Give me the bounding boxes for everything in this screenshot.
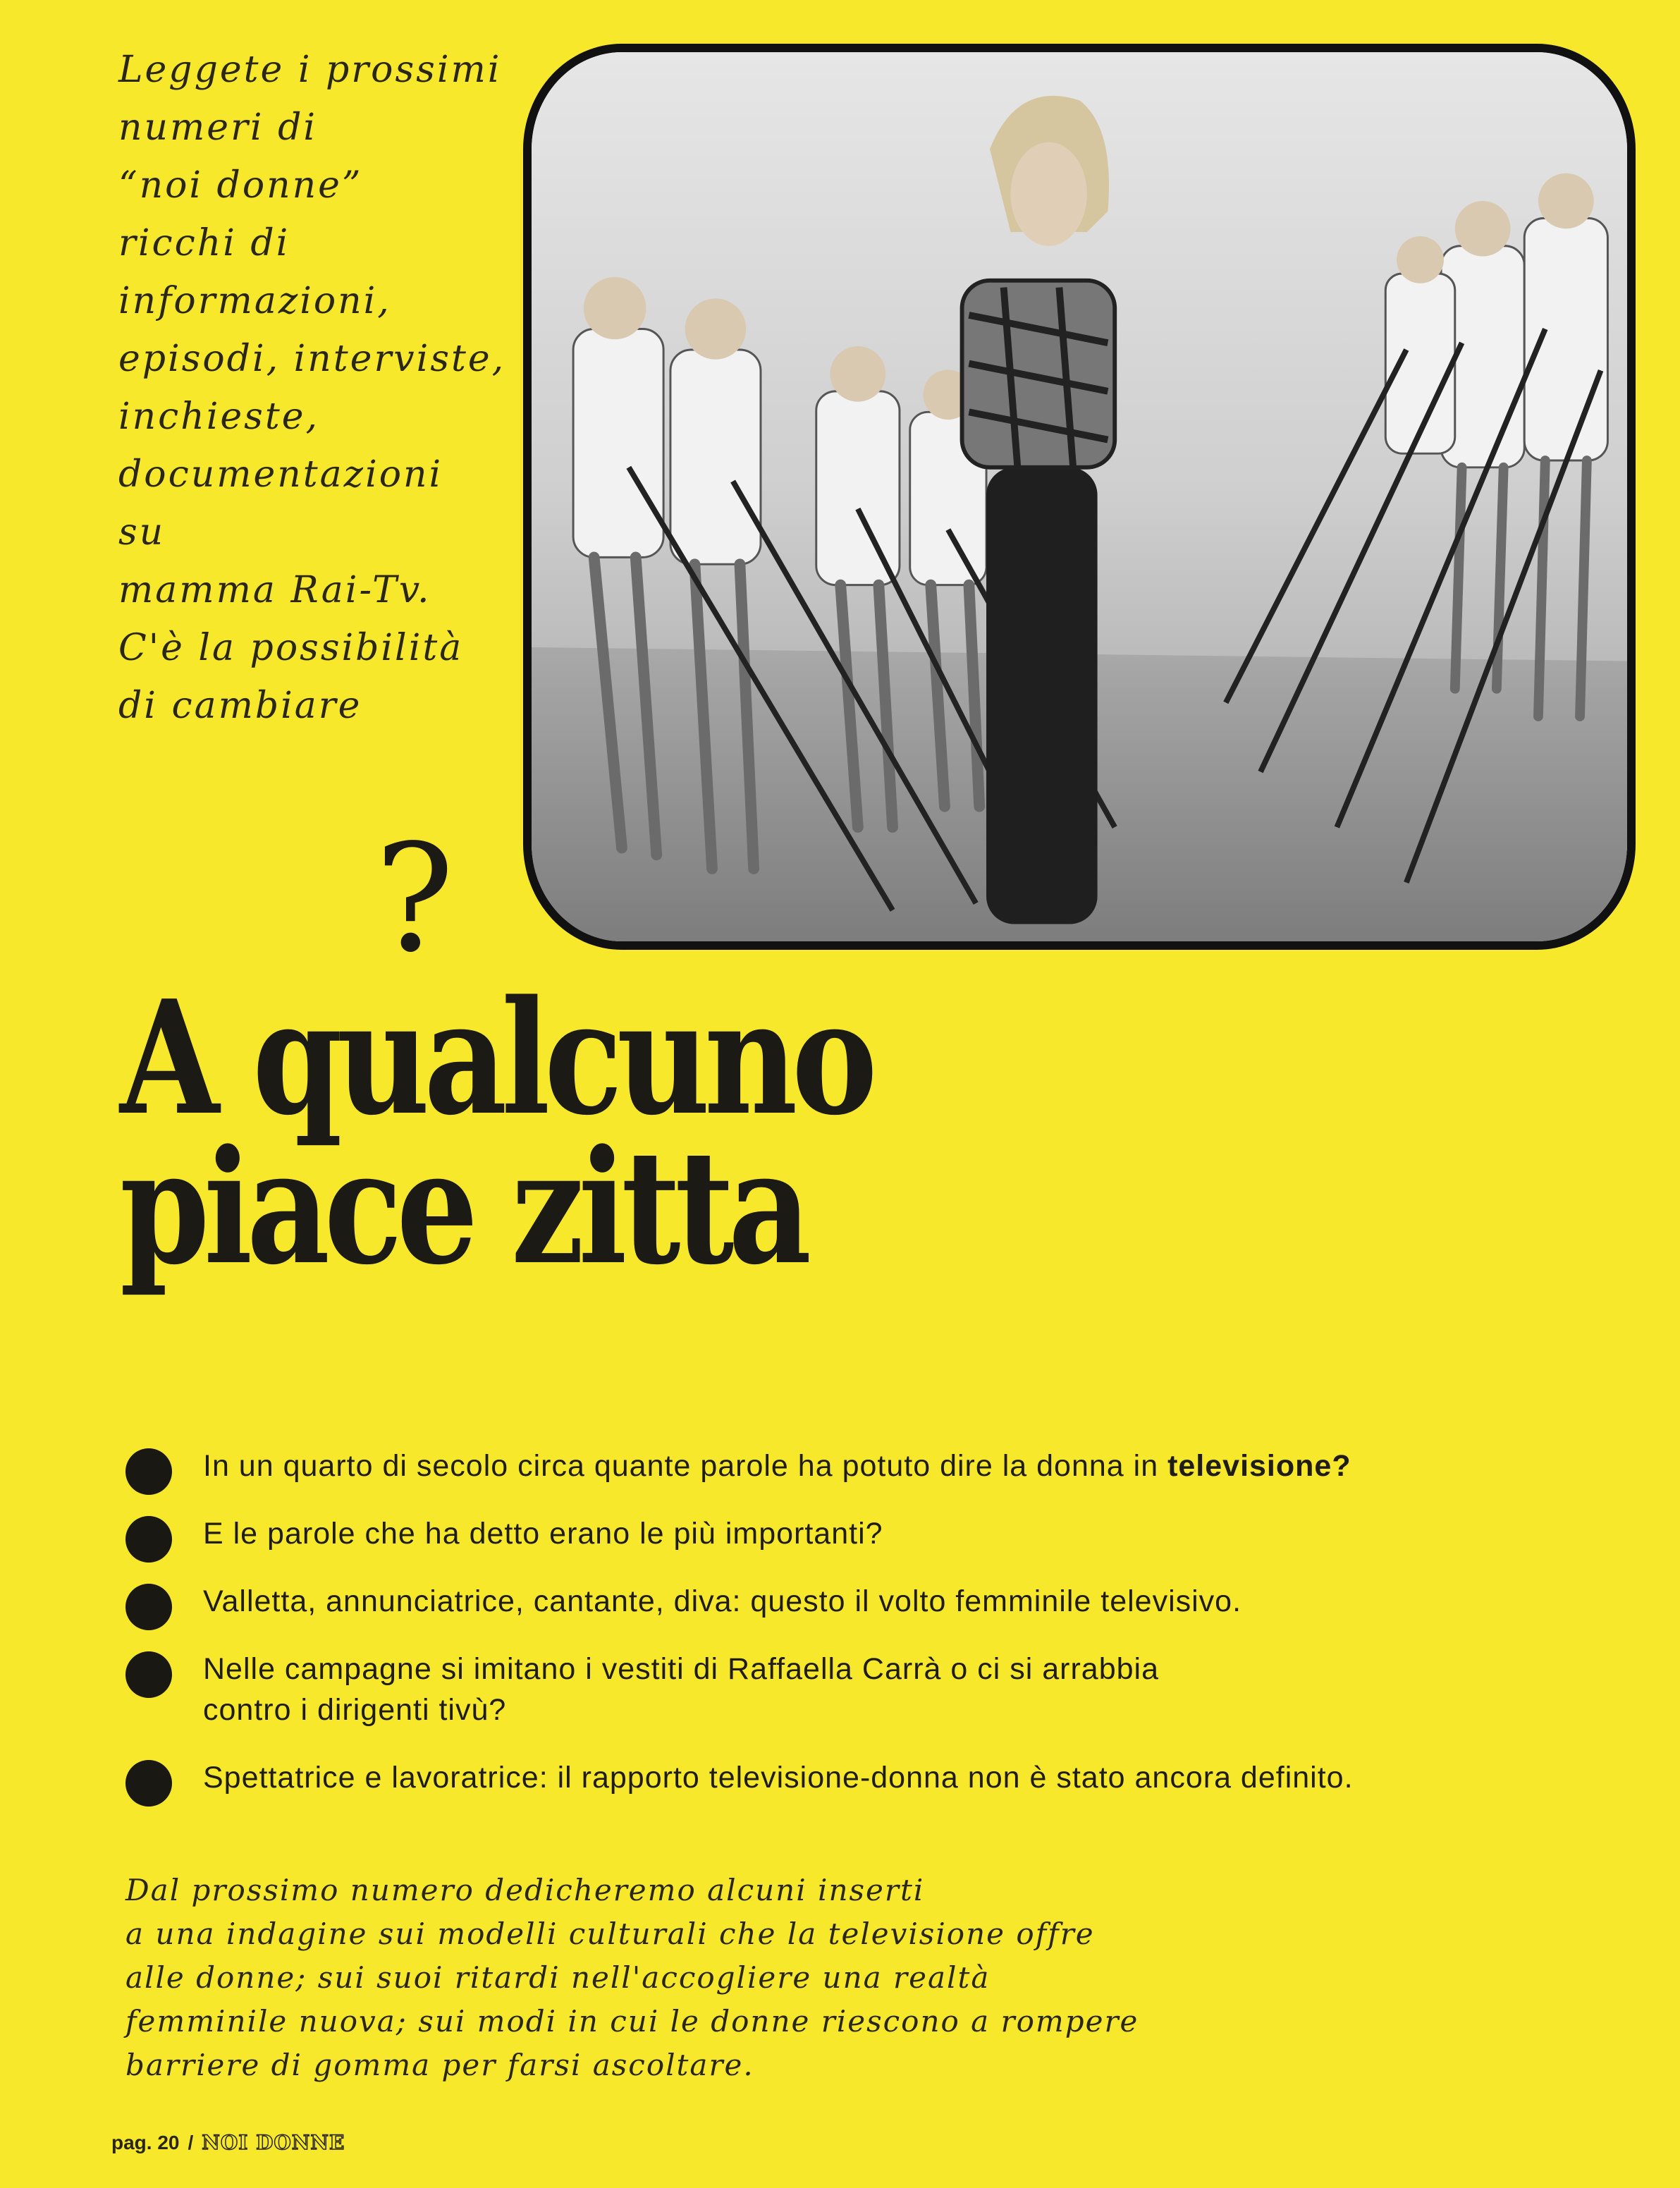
headline-line-1: A qualcuno (120, 967, 872, 1150)
bullet-item (125, 1581, 1641, 1622)
bullet-item (125, 1513, 1641, 1554)
bullet-text-continued: contro i dirigenti tivù? (203, 1693, 507, 1727)
bullet-dot-icon (125, 1760, 172, 1807)
bullet-item (125, 1757, 1641, 1798)
bullet-dot-icon (125, 1516, 172, 1563)
bullet-text: E le parole che ha detto erano le più importanti? (203, 1517, 883, 1551)
closing-line: alle donne; sui suoi ritardi nell'accogliere una realtà (125, 1960, 991, 1995)
page-footer (111, 2131, 345, 2154)
intro-line: su (118, 511, 166, 554)
intro-line: episodi, interviste, (118, 338, 506, 380)
closing-line: barriere di gomma per farsi ascoltare. (125, 2048, 754, 2082)
intro-line: mamma Rai-Tv. (118, 569, 431, 611)
bullet-text: Valletta, annunciatrice, cantante, diva: questo il volto femminile televisivo. (203, 1584, 1242, 1618)
intro-line: C'è la possibilità (118, 627, 464, 669)
intro-line: “noi donne” (118, 164, 363, 207)
magazine-name: NOI DONNE (202, 2131, 345, 2154)
intro-line: documentazioni (118, 453, 443, 496)
bullet-dot-icon (125, 1448, 172, 1495)
intro-line: ricchi di (118, 222, 290, 264)
tv-scene-image (532, 52, 1627, 941)
bullet-text: In un quarto di secolo circa quante parole ha potuto dire la donna in (203, 1449, 1168, 1483)
intro-line: inchieste, (118, 396, 320, 438)
bullet-text: Spettatrice e lavoratrice: il rapporto televisione-donna non è stato ancora definito. (203, 1761, 1354, 1795)
tv-screen-photo (523, 44, 1636, 950)
headline (120, 967, 872, 1300)
closing-line: femminile nuova; sui modi in cui le donne riescono a rompere (125, 2004, 1139, 2039)
bullet-text: Nelle campagne si imitano i vestiti di Raffaella Carrà o ci si arrabbia (203, 1652, 1160, 1686)
bullet-dot-icon (125, 1651, 172, 1698)
intro-line: Leggete i prossimi (118, 49, 502, 91)
bullet-dot-icon (125, 1584, 172, 1630)
bullet-item (125, 1446, 1641, 1486)
intro-line: di cambiare (118, 685, 362, 727)
page-number: pag. 20 (111, 2131, 180, 2153)
bullet-item (125, 1649, 1641, 1730)
bullet-list (125, 1446, 1641, 1825)
footer-separator: / (188, 2131, 194, 2153)
intro-line: informazioni, (118, 280, 391, 322)
intro-line: numeri di (118, 106, 317, 149)
question-mark: ? (374, 812, 455, 985)
closing-line: a una indagine sui modelli culturali che la televisione offre (125, 1917, 1095, 1951)
closing-paragraph (125, 1869, 1253, 2087)
closing-line: Dal prossimo numero dedicheremo alcuni inserti (125, 1873, 925, 1907)
intro-text (118, 41, 513, 735)
headline-line-2: piace zitta (120, 1116, 806, 1300)
bullet-bold-text: televisione? (1167, 1449, 1351, 1483)
